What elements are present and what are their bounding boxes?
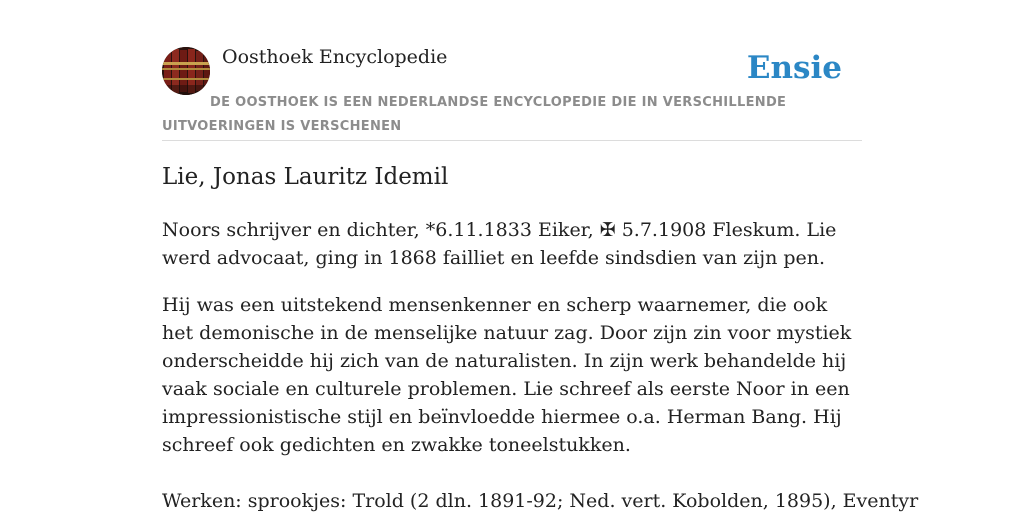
publication-tagline: DE OOSTHOEK IS EEN NEDERLANDSE ENCYCLOPEDIE DIE IN VERSCHILLENDE UITVOERINGEN IS VERSCHENEN [162, 95, 787, 134]
article-paragraph: Noors schrijver en dichter, *6.11.1833 Eiker, ✠ 5.7.1908 Fleskum. Lie werd advocaat, ging in 1868 failliet en leefde sindsdien van zijn pen. [162, 219, 837, 269]
encyclopedia-books-icon[interactable] [162, 47, 210, 95]
site-header [162, 0, 862, 141]
page-container [162, 0, 919, 512]
article-paragraph: Hij was een uitstekend mensenkenner en scherp waarnemer, die ook het demonische in de menselijke natuur zag. Door zijn zin voor mystiek onderscheidde hij zich van de naturalisten. In zijn werk behandelde hij vaak sociale en culturele problemen. Lie schreef als eerste Noor in een impressionistische stijl en beïnvloedde hiermee o.a. Herman Bang. Hij schreef ook gedichten en zwakke toneelstukken. [162, 294, 852, 456]
article-title: Lie, Jonas Lauritz Idemil [162, 164, 449, 190]
brand-logo[interactable]: Ensie [746, 50, 842, 86]
article-paragraph: Werken: sprookjes: Trold (2 dln. 1891-92; Ned. vert. Kobolden, 1895), Eventyr [162, 490, 919, 512]
publication-name[interactable]: Oosthoek Encyclopedie [222, 46, 448, 68]
